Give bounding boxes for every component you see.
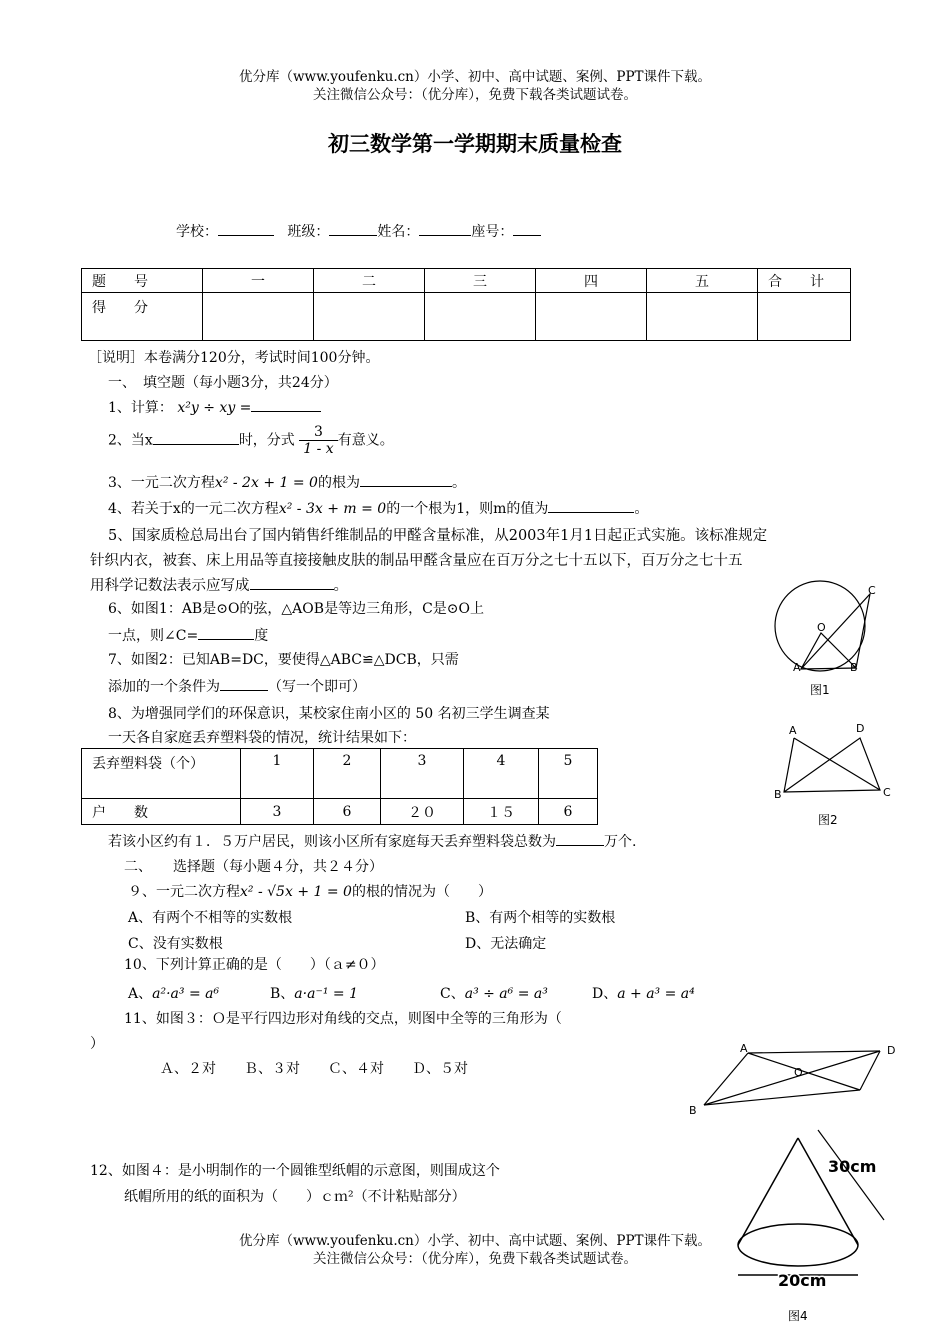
survey-cell: 6	[539, 799, 598, 825]
student-info	[176, 221, 541, 241]
footer-line-2: 关注微信公众号：（优分库），免费下载各类试题试卷。	[313, 1251, 637, 1267]
fig3-label-o: O	[794, 1066, 803, 1079]
survey-head-cell: 3	[381, 749, 464, 799]
score-table	[81, 268, 851, 341]
score-head-cell: 四	[536, 269, 647, 293]
score-cell[interactable]	[314, 293, 425, 341]
q5-answer-blank[interactable]	[250, 575, 334, 590]
score-cell[interactable]	[425, 293, 536, 341]
fig2-line-ac	[794, 738, 880, 790]
fig1-label-a: A	[793, 661, 801, 674]
fig4-caption: 图4	[788, 1309, 808, 1323]
fig3-line-dc	[860, 1051, 880, 1090]
question-5-line-1: 5、国家质检总局出台了国内销售纤维制品的甲醛含量标准，从2003年1月1日起正式实施。该标准规定	[108, 528, 768, 544]
q3-suffix: 的根为	[317, 475, 360, 491]
score-cell[interactable]	[758, 293, 851, 341]
q4-end: 。	[634, 501, 649, 517]
question-5-line-2: 针织内衣，被套、床上用品等直接接触皮肤的制品甲醛含量应在百万分之七十五以下，百万分之七十五	[90, 553, 743, 569]
section-2-heading: 二、 选择题（每小题４分，共２４分）	[124, 859, 383, 875]
q8-answer-blank[interactable]	[556, 831, 604, 846]
question-8-line-2: 一天各自家庭丢弃塑料袋的情况，统计结果如下：	[108, 730, 416, 746]
question-6-line-1: 6、如图1：AB是⊙O的弦，△AOB是等边三角形，C是⊙O上	[108, 601, 484, 617]
seat-label: 座号：	[471, 224, 514, 240]
fig2-label-b: B	[774, 788, 782, 801]
q10-option-a[interactable]	[128, 983, 219, 1003]
question-6-line-2	[108, 625, 268, 645]
q2-numerator: 3	[299, 424, 337, 441]
score-head-cell: 合 计	[758, 269, 851, 293]
fig1-lines	[801, 594, 870, 669]
survey-row-label: 户 数	[82, 799, 241, 825]
fig2-label-d: D	[856, 722, 865, 735]
fig4-base	[738, 1224, 858, 1266]
fig1-caption: 图1	[810, 683, 830, 697]
score-head-cell: 题 号	[82, 269, 203, 293]
q4-suffix: 的一个根为1，则m的值为	[386, 501, 549, 517]
fig1-label-b: B	[850, 661, 858, 674]
fig4-left-side	[738, 1138, 798, 1245]
q9-option-c[interactable]: C、没有实数根	[128, 936, 223, 952]
header-line-1: 优分库（www.youfenku.cn）小学、初中、高中试题、案例、PPT课件下载。	[238, 69, 712, 85]
q11-options[interactable]: Ａ、２对 Ｂ、３对 Ｃ、４对 Ｄ、５对	[160, 1061, 468, 1077]
score-head-cell: 二	[314, 269, 425, 293]
survey-head-cell: 1	[241, 749, 314, 799]
q2-denominator: 1 - x	[303, 441, 334, 457]
survey-head-cell: 5	[539, 749, 598, 799]
fig3-line-ab	[704, 1053, 748, 1105]
fig4-diameter-label: 20cm	[778, 1271, 827, 1290]
school-field[interactable]	[218, 221, 274, 236]
q6-unit: 度	[254, 628, 269, 644]
score-cell[interactable]	[536, 293, 647, 341]
q3-prefix: 3、一元二次方程	[108, 475, 215, 491]
fig2-caption: 图2	[818, 813, 838, 827]
q1-answer-blank[interactable]	[251, 397, 321, 412]
q10-option-b[interactable]	[270, 983, 358, 1003]
header-line-2: 关注微信公众号：（优分库），免费下载各类试题试卷。	[313, 87, 637, 103]
question-9	[128, 881, 492, 901]
q6-answer-blank[interactable]	[198, 625, 254, 640]
score-cell[interactable]	[647, 293, 758, 341]
fig1-label-c: C	[868, 584, 876, 597]
score-head-cell: 三	[425, 269, 536, 293]
figure-1	[770, 578, 890, 702]
question-7-line-1: 7、如图2：已知AB=DC，要使得△ABC≌△DCB，只需	[108, 652, 459, 668]
question-7-line-2	[108, 676, 366, 696]
figure-4	[728, 1120, 930, 1338]
question-12-line-1: 12、如图４：是小明制作的一个圆锥型纸帽的示意图，则围成这个	[90, 1163, 500, 1179]
fig3-label-b: B	[689, 1104, 697, 1117]
q3-equation: x² - 2x + 1 = 0	[214, 475, 318, 491]
q9-option-b[interactable]: B、有两个相等的实数根	[465, 910, 616, 926]
question-12-line-2: 纸帽所用的纸的面积为（ ）ｃｍ²（不计粘贴部分）	[124, 1189, 466, 1205]
q9-suffix: 的根的情况为（ ）	[351, 884, 492, 900]
q10-d-expr: a + a³ = a⁴	[617, 986, 695, 1002]
q2-middle: 时，分式	[238, 432, 295, 449]
q3-end: 。	[451, 475, 466, 491]
name-field[interactable]	[419, 221, 471, 236]
question-8-line-1: 8、为增强同学们的环保意识，某校家住南小区的 50 名初三学生调查某	[108, 706, 550, 722]
fig3-label-d: D	[887, 1044, 896, 1057]
q1-prefix: 1、计算：	[108, 400, 173, 416]
school-label: 学校：	[176, 224, 218, 240]
q10-option-c[interactable]	[440, 983, 548, 1003]
q10-c-label: C、	[440, 986, 465, 1002]
question-5-line-3	[90, 574, 348, 595]
q4-answer-blank[interactable]	[548, 498, 634, 513]
q6-text: 一点，则∠C=	[108, 628, 199, 644]
q8-tail-unit: 万个.	[604, 834, 637, 850]
score-row-label: 得 分	[82, 293, 203, 341]
q7-answer-blank[interactable]	[220, 676, 268, 691]
survey-cell: 3	[241, 799, 314, 825]
q10-c-expr: a³ ÷ a⁶ = a³	[464, 986, 548, 1002]
q2-answer-blank[interactable]	[153, 430, 239, 445]
fig3-label-a: A	[740, 1042, 748, 1055]
q7-hint: （写一个即可）	[268, 679, 366, 695]
q7-text: 添加的一个条件为	[108, 679, 220, 695]
q10-a-label: A、	[128, 986, 153, 1002]
q10-b-expr: a·a⁻¹ = 1	[294, 986, 358, 1002]
q10-d-label: D、	[592, 986, 618, 1002]
footer-line-1: 优分库（www.youfenku.cn）小学、初中、高中试题、案例、PPT课件下载。	[238, 1233, 712, 1249]
fig4-slant-label: 30cm	[828, 1157, 877, 1176]
fig2-lines-1	[784, 738, 880, 792]
seat-field[interactable]	[513, 221, 541, 236]
q2-fraction	[299, 424, 337, 457]
class-field[interactable]	[329, 221, 377, 236]
name-label: 姓名：	[377, 224, 420, 240]
question-4	[108, 498, 648, 518]
q2-prefix: 2、当x	[108, 432, 153, 449]
class-label: 班级：	[287, 224, 330, 240]
q5-line3-text: 用科学记数法表示应写成	[90, 578, 250, 594]
q8-tail-text: 若该小区约有１．５万户居民，则该小区所有家庭每天丢弃塑料袋总数为	[108, 834, 556, 850]
survey-cell: ２０	[381, 799, 464, 825]
score-head-cell: 一	[203, 269, 314, 293]
q2-suffix: 有意义。	[337, 432, 394, 449]
question-11-line-2: ）	[90, 1036, 104, 1052]
q1-expression: x²y ÷ xy =	[177, 400, 252, 416]
figure-3	[684, 1038, 904, 1120]
fig4-right-side	[798, 1138, 858, 1245]
survey-head-cell: 4	[464, 749, 539, 799]
fig2-label-a: A	[789, 724, 797, 737]
question-2	[108, 424, 394, 457]
survey-head-cell: 2	[314, 749, 381, 799]
fig3-line-ac	[748, 1053, 860, 1090]
question-10: 10、下列计算正确的是（ ）（ａ≠０）	[124, 957, 385, 973]
q10-b-label: B、	[270, 986, 295, 1002]
fig2-label-c: C	[883, 786, 891, 799]
q3-answer-blank[interactable]	[360, 472, 452, 487]
q4-equation: x² - 3x + m = 0	[278, 501, 387, 517]
question-8-tail	[108, 831, 636, 851]
page-title: 初三数学第一学期期末质量检查	[328, 132, 622, 156]
question-11-line-1: 11、如图３：Ｏ是平行四边形对角线的交点，则图中全等的三角形为（	[124, 1011, 562, 1027]
q9-option-d[interactable]: D、无法确定	[465, 936, 547, 952]
question-3	[108, 472, 466, 492]
q9-prefix: ９、一元二次方程	[128, 884, 240, 900]
fig3-line-ad	[748, 1051, 880, 1053]
section-1-heading: 一、 填空题（每小题3分，共24分）	[108, 375, 338, 391]
survey-cell: １５	[464, 799, 539, 825]
score-head-cell: 五	[647, 269, 758, 293]
question-1	[108, 397, 321, 417]
survey-cell: 6	[314, 799, 381, 825]
q9-option-a[interactable]: A、有两个不相等的实数根	[128, 910, 293, 926]
exam-note: ［说明］本卷满分120分，考试时间100分钟。	[88, 350, 380, 366]
q9-equation: x² - √5x + 1 = 0	[240, 884, 352, 900]
q10-option-d[interactable]	[592, 983, 695, 1003]
q10-a-expr: a²·a³ = a⁶	[152, 986, 220, 1002]
figure-2	[768, 718, 900, 832]
q4-prefix: 4、若关于x的一元二次方程	[108, 501, 279, 517]
q5-end: 。	[333, 578, 348, 594]
score-cell[interactable]	[203, 293, 314, 341]
bag-survey-table	[81, 748, 598, 825]
survey-head-label: 丢弃塑料袋（个）	[82, 749, 241, 799]
fig1-label-o: O	[817, 621, 826, 634]
